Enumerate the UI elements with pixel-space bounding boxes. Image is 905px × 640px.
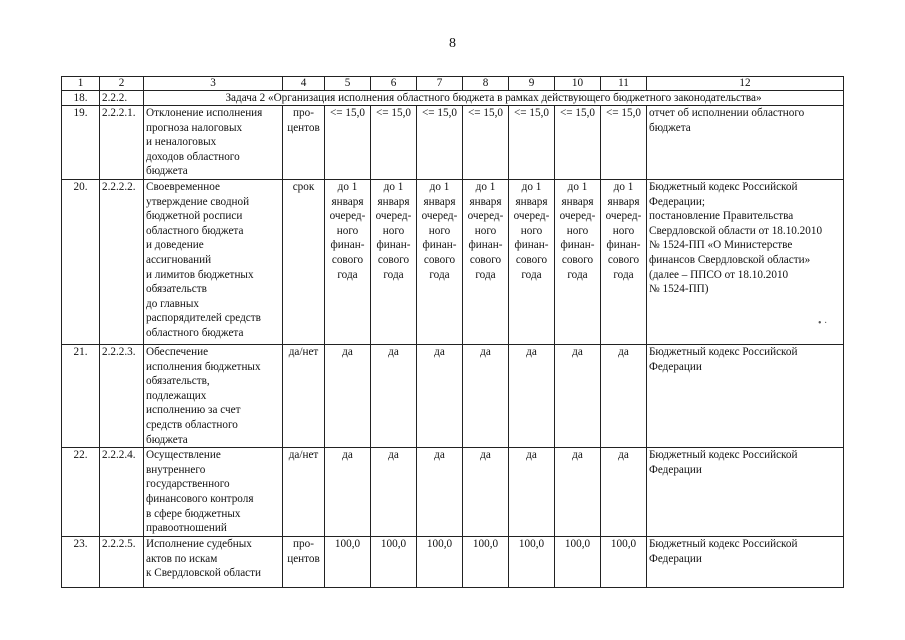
target-value: да [371,344,417,447]
row-code: 2.2.2. [100,91,144,106]
indicator-name: Своевременное утверждение сводной бюджетной росписи областного бюджета и доведение ассигнований и лимитов бюджетных обязательств до главных распорядителей средств областного бюджета [144,179,283,344]
target-value: <= 15,0 [555,106,601,180]
target-value: да [325,344,371,447]
row-number: 23. [62,537,100,588]
column-number: 9 [509,77,555,91]
indicator-row [62,179,844,344]
page-number: 8 [449,36,456,51]
row-code: 2.2.2.3. [100,344,144,447]
target-value: до 1 января очеред- ного финан- сового года [417,179,463,344]
indicator-name: Исполнение судебных актов по искам к Свердловской области [144,537,283,588]
target-value: 100,0 [325,537,371,588]
row-code: 2.2.2.1. [100,106,144,180]
indicator-row [62,106,844,180]
indicator-name: Обеспечение исполнения бюджетных обязательств, подлежащих исполнению за счет средств областного бюджета [144,344,283,447]
target-value: 100,0 [463,537,509,588]
unit-of-measure: да/нет [283,448,325,537]
target-value: <= 15,0 [417,106,463,180]
source-document: отчет об исполнении областного бюджета [647,106,844,180]
stray-mark: • · [818,318,828,329]
target-value: да [417,344,463,447]
indicators-table [61,76,844,588]
unit-of-measure: про- центов [283,106,325,180]
target-value: да [509,344,555,447]
target-value: до 1 января очеред- ного финан- сового года [601,179,647,344]
column-number: 5 [325,77,371,91]
target-value: до 1 января очеред- ного финан- сового года [371,179,417,344]
indicator-name: Осуществление внутреннего государственного финансового контроля в сфере бюджетных правоотношений [144,448,283,537]
unit-of-measure: да/нет [283,344,325,447]
target-value: <= 15,0 [463,106,509,180]
target-value: 100,0 [601,537,647,588]
target-value: до 1 января очеред- ного финан- сового года [463,179,509,344]
target-value: да [371,448,417,537]
column-number-row [62,77,844,91]
row-code: 2.2.2.4. [100,448,144,537]
indicator-row [62,448,844,537]
row-number: 18. [62,91,100,106]
target-value: да [463,344,509,447]
indicator-row [62,344,844,447]
row-code: 2.2.2.5. [100,537,144,588]
target-value: да [325,448,371,537]
target-value: до 1 января очеред- ного финан- сового года [325,179,371,344]
target-value: <= 15,0 [601,106,647,180]
target-value: <= 15,0 [325,106,371,180]
indicator-row [62,537,844,588]
target-value: да [601,448,647,537]
target-value: 100,0 [417,537,463,588]
indicator-name: Отклонение исполнения прогноза налоговых и неналоговых доходов областного бюджета [144,106,283,180]
unit-of-measure: про- центов [283,537,325,588]
column-number: 6 [371,77,417,91]
target-value: <= 15,0 [509,106,555,180]
row-number: 21. [62,344,100,447]
row-code: 2.2.2.2. [100,179,144,344]
row-number: 20. [62,179,100,344]
column-number: 4 [283,77,325,91]
column-number: 11 [601,77,647,91]
target-value: <= 15,0 [371,106,417,180]
row-number: 22. [62,448,100,537]
unit-of-measure: срок [283,179,325,344]
column-number: 7 [417,77,463,91]
source-document: Бюджетный кодекс Российской Федерации; постановление Правительства Свердловской области от 18.10.2010 № 1524-ПП «О Министерстве финансов Свердловской области» (далее – ППСО от 18.10.2010 № 1524-ПП) [647,179,844,344]
target-value: да [555,344,601,447]
column-number: 1 [62,77,100,91]
target-value: да [601,344,647,447]
target-value: да [555,448,601,537]
task-row [62,91,844,106]
target-value: да [417,448,463,537]
target-value: 100,0 [371,537,417,588]
target-value: да [463,448,509,537]
source-document: Бюджетный кодекс Российской Федерации [647,448,844,537]
column-number: 2 [100,77,144,91]
task-title: Задача 2 «Организация исполнения областного бюджета в рамках действующего бюджетного законодательства» [144,91,844,106]
column-number: 10 [555,77,601,91]
source-document: Бюджетный кодекс Российской Федерации [647,537,844,588]
column-number: 3 [144,77,283,91]
column-number: 12 [647,77,844,91]
target-value: 100,0 [509,537,555,588]
row-number: 19. [62,106,100,180]
target-value: 100,0 [555,537,601,588]
target-value: до 1 января очеред- ного финан- сового года [555,179,601,344]
target-value: до 1 января очеред- ного финан- сового года [509,179,555,344]
column-number: 8 [463,77,509,91]
source-document: Бюджетный кодекс Российской Федерации [647,344,844,447]
target-value: да [509,448,555,537]
